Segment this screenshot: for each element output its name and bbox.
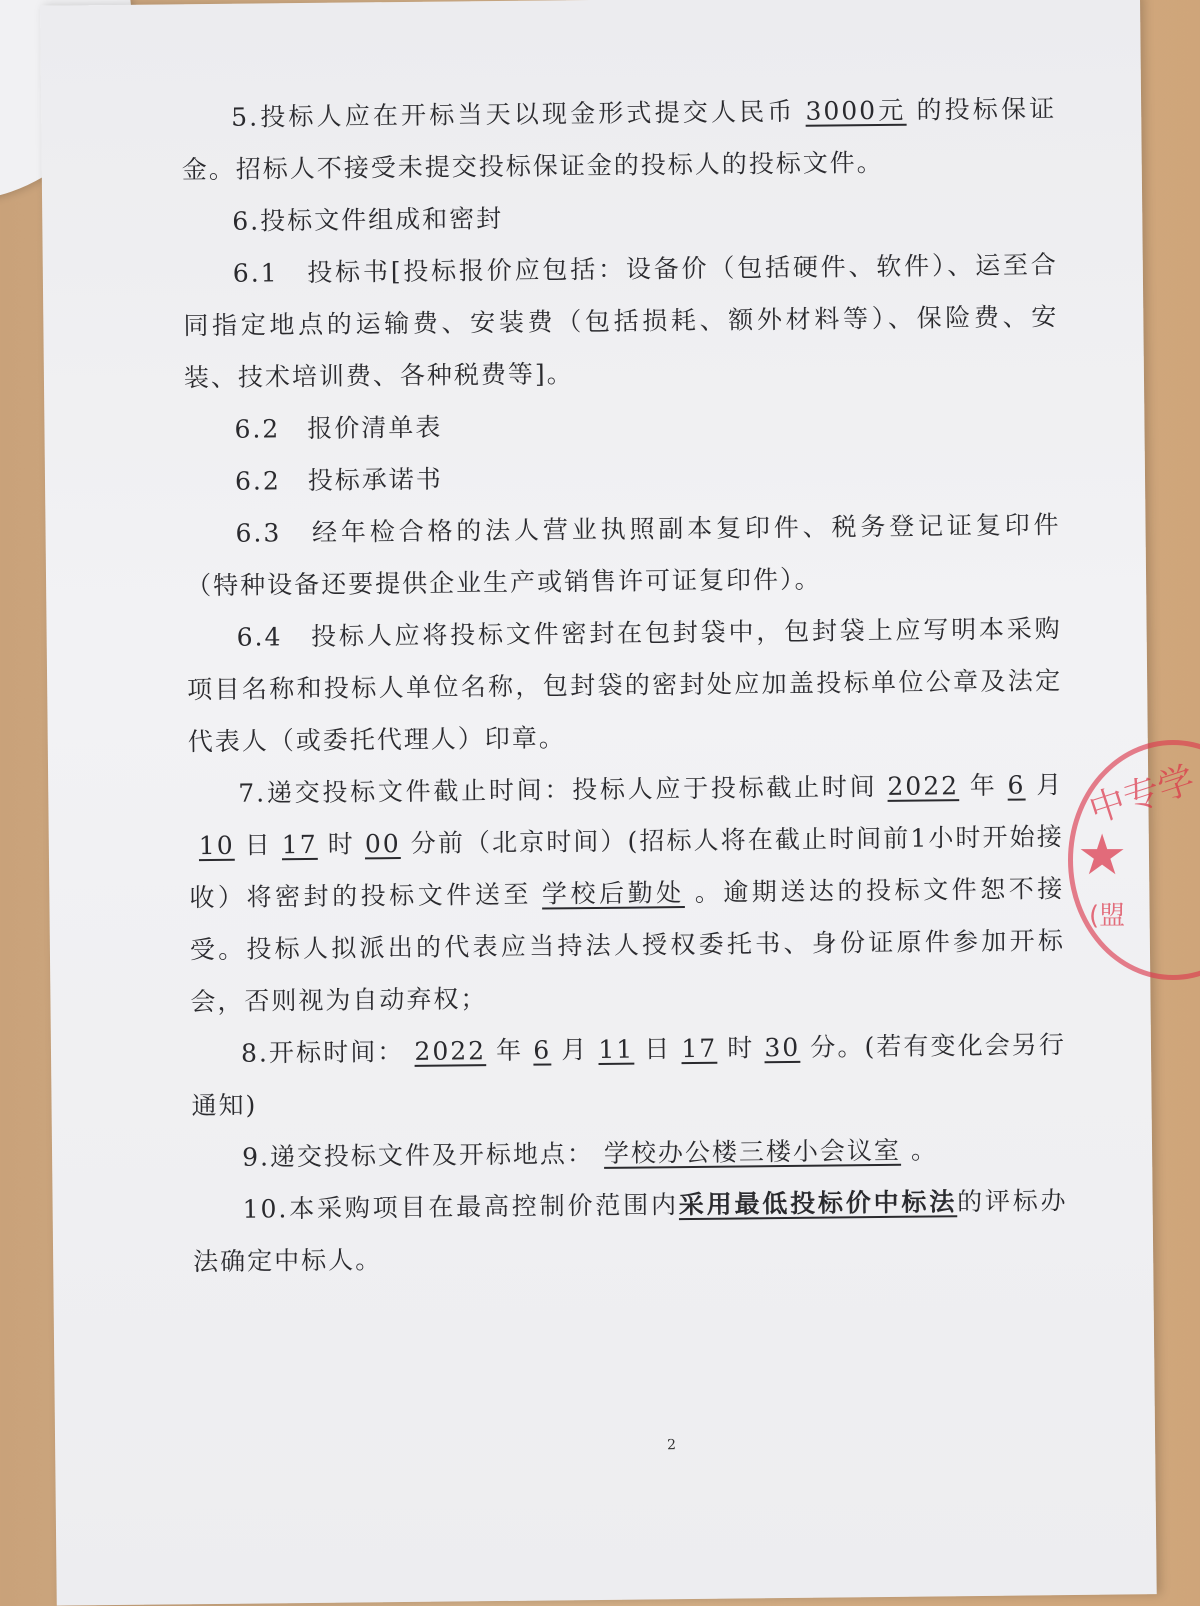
seal-star-icon: ★ <box>1077 823 1128 888</box>
opening-day: 11 <box>598 1034 635 1064</box>
paragraph-9: 9.递交投标文件及开标地点： 学校办公楼三楼小会议室 。 <box>241 1135 939 1172</box>
opening-month: 6 <box>533 1035 552 1065</box>
opening-hour: 17 <box>681 1033 718 1064</box>
paragraph-6-2-price-list: 6.2 报价清单表 <box>234 412 443 444</box>
paragraph-8: 8.开标时间： 2022 年 6 月 11 日 17 时 30 分。(若有变化会另行通知) <box>191 1030 1067 1121</box>
deadline-month: 6 <box>1007 770 1026 800</box>
document-body <box>181 83 1068 1288</box>
paragraph-5: 5.投标人应在开标当天以现金形式提交人民币 3000元 的投标保证金。招标人不接受未提交投标保证金的投标人的投标文件。 <box>181 94 1057 185</box>
opening-year: 2022 <box>414 1036 487 1066</box>
submission-place: 学校后勤处 <box>541 878 685 909</box>
document-page <box>40 0 1157 1606</box>
deadline-year: 2022 <box>887 771 960 801</box>
paragraph-7: 7.递交投标文件截止时间：投标人应于投标截止时间 2022 年 6 月10 日 17 时 00 分前（北京时间）(招标人将在截止时间前1小时开始接收）将密封的投标文件送至 学校后勤处 。逾期送达的投标文件恕不接受。投标人拟派出的代表应当持法人授权委托书、身份证原件参加开标会，否则视为自动弃权； <box>189 770 1066 1017</box>
paragraph-6-3: 6.3 经年检合格的法人营业执照副本复印件、税务登记证复印件（特种设备还要提供企业生产或销售许可证复印件）。 <box>185 510 1061 601</box>
paragraph-6-2-commitment: 6.2 投标承诺书 <box>234 464 443 496</box>
deadline-hour: 17 <box>281 829 318 860</box>
deadline-minute: 00 <box>364 829 401 859</box>
section-6-heading: 6.投标文件组成和密封 <box>232 203 504 236</box>
deposit-amount: 3000元 <box>805 95 907 126</box>
paragraph-6-1: 6.1 投标书[投标报价应包括：设备价（包括硬件、软件）、运至合同指定地点的运输费、安装费（包括损耗、额外材料等）、保险费、安装、技术培训费、各种税费等]。 <box>183 250 1059 393</box>
seal-text: 中专学 <box>1084 759 1200 832</box>
opening-place: 学校办公楼三楼小会议室 <box>603 1135 902 1168</box>
opening-minute: 30 <box>764 1032 801 1063</box>
paragraph-6-4: 6.4 投标人应将投标文件密封在包封袋中，包封袋上应写明本采购项目名称和投标人单位名称，包封袋的密封处应加盖投标单位公章及法定代表人（或委托代理人）印章。 <box>187 614 1063 757</box>
page-number: 2 <box>667 1437 677 1454</box>
paragraph-10: 10.本采购项目在最高控制价范围内采用最低投标价中标法的评标办法确定中标人。 <box>193 1186 1068 1277</box>
seal-small-text: (盟 <box>1089 901 1126 931</box>
deadline-day: 10 <box>198 830 235 861</box>
evaluation-method: 采用最低投标价中标法 <box>678 1187 958 1220</box>
